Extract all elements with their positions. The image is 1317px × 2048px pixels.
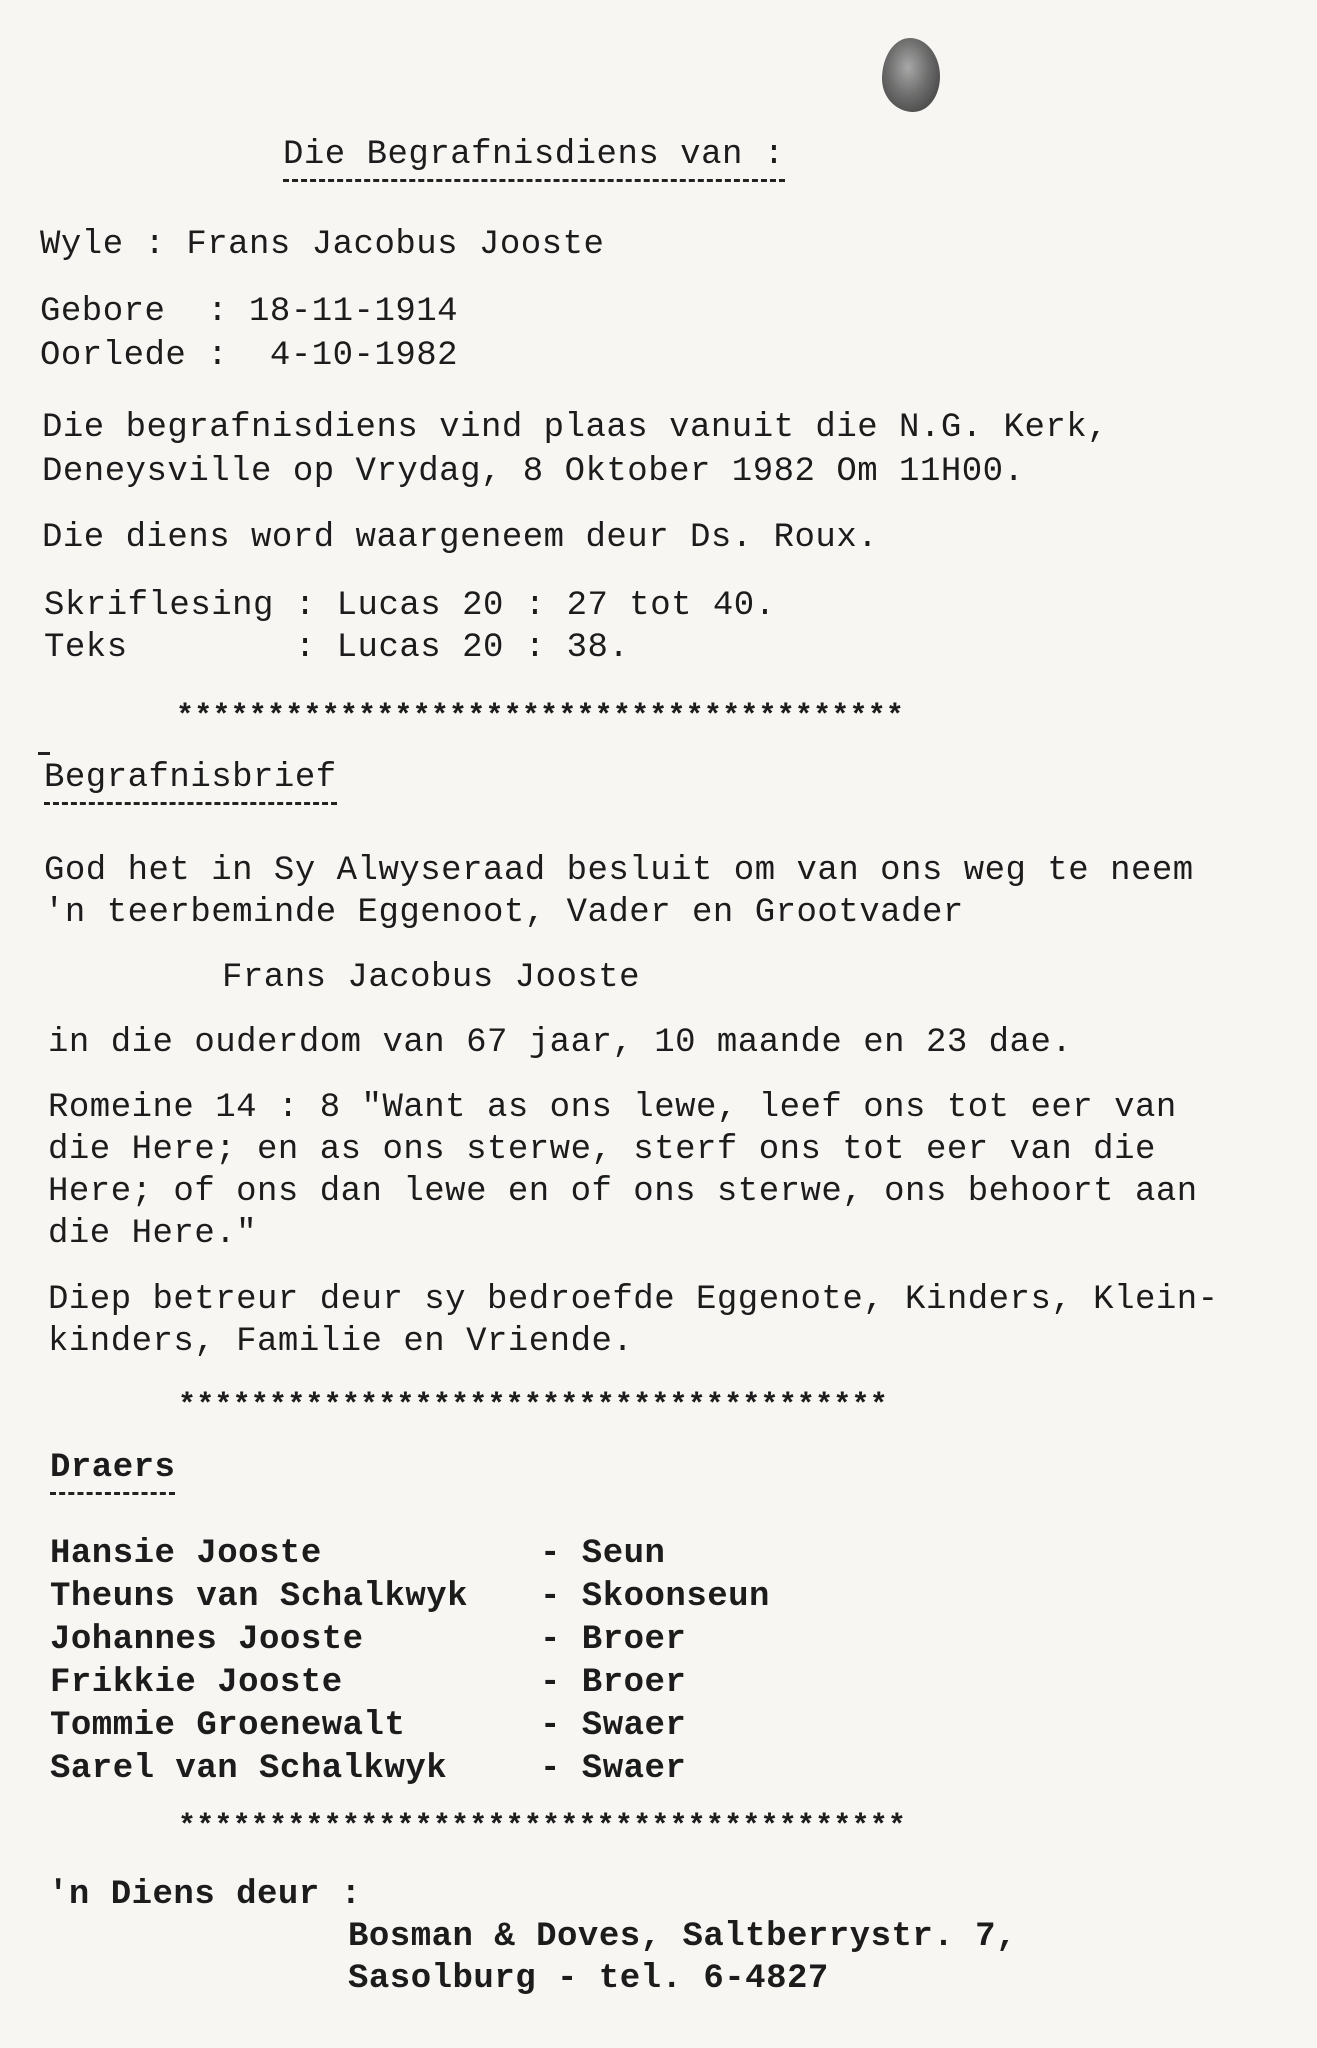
bearer-relation: - Broer xyxy=(540,1664,687,1702)
service-line: Deneysville op Vrydag, 8 Oktober 1982 Om 11H00. xyxy=(42,453,1025,491)
verse-line: die Here; en as ons sterwe, sterf ons tot eer van die xyxy=(48,1131,1156,1169)
ink-blot xyxy=(882,38,940,112)
letter-line: 'n teerbeminde Eggenoot, Vader en Grootvader xyxy=(44,894,964,932)
bearer-name: Theuns van Schalkwyk xyxy=(50,1578,469,1616)
service-by-line: 'n Diens deur : xyxy=(48,1876,362,1914)
bearers-heading: Draers xyxy=(50,1448,175,1495)
bearer-relation: - Broer xyxy=(540,1621,687,1659)
deceased-line: Wyle : Frans Jacobus Jooste xyxy=(40,226,605,264)
letter-name: Frans Jacobus Jooste xyxy=(222,959,641,997)
bearer-relation: - Swaer xyxy=(540,1707,687,1745)
verse-line: Here; of ons dan lewe en of ons sterwe, ons behoort aan xyxy=(48,1173,1198,1211)
verse-line: Romeine 14 : 8 "Want as ons lewe, leef ons tot eer van xyxy=(48,1089,1177,1127)
bearer-relation: - Seun xyxy=(540,1535,666,1573)
undertaker-line: Bosman & Doves, Saltberrystr. 7, xyxy=(348,1918,1017,1956)
separator-stars: **************************************** xyxy=(176,700,905,734)
service-line: Die begrafnisdiens vind plaas vanuit die N.G. Kerk, xyxy=(42,409,1109,447)
mourn-line: kinders, Familie en Vriende. xyxy=(48,1323,634,1361)
text-line: Teks : Lucas 20 : 38. xyxy=(44,629,630,667)
bearer-relation: - Skoonseun xyxy=(540,1578,770,1616)
bearer-name: Johannes Jooste xyxy=(50,1621,364,1659)
bearer-name: Tommie Groenewalt xyxy=(50,1707,406,1745)
age-line: in die ouderdom van 67 jaar, 10 maande en 23 dae. xyxy=(48,1024,1073,1062)
bearer-name: Hansie Jooste xyxy=(50,1535,322,1573)
undertaker-line: Sasolburg - tel. 6-4827 xyxy=(348,1960,829,1998)
stray-mark xyxy=(38,752,50,755)
separator-stars: **************************************** xyxy=(178,1810,907,1844)
died-line: Oorlede : 4-10-1982 xyxy=(40,337,459,375)
letter-heading: Begrafnisbrief xyxy=(44,758,337,805)
notice-heading: Die Begrafnisdiens van : xyxy=(283,135,785,182)
reading-line: Skriflesing : Lucas 20 : 27 tot 40. xyxy=(44,587,776,625)
verse-line: die Here." xyxy=(48,1215,258,1253)
letter-line: God het in Sy Alwyseraad besluit om van ons weg te neem xyxy=(44,852,1194,890)
minister-line: Die diens word waargeneem deur Ds. Roux. xyxy=(42,519,879,557)
separator-stars: *************************************** xyxy=(178,1389,888,1423)
bearer-relation: - Swaer xyxy=(540,1750,687,1788)
bearer-name: Frikkie Jooste xyxy=(50,1664,343,1702)
born-line: Gebore : 18-11-1914 xyxy=(40,293,459,331)
bearer-name: Sarel van Schalkwyk xyxy=(50,1750,448,1788)
mourn-line: Diep betreur deur sy bedroefde Eggenote, Kinders, Klein- xyxy=(48,1281,1219,1319)
